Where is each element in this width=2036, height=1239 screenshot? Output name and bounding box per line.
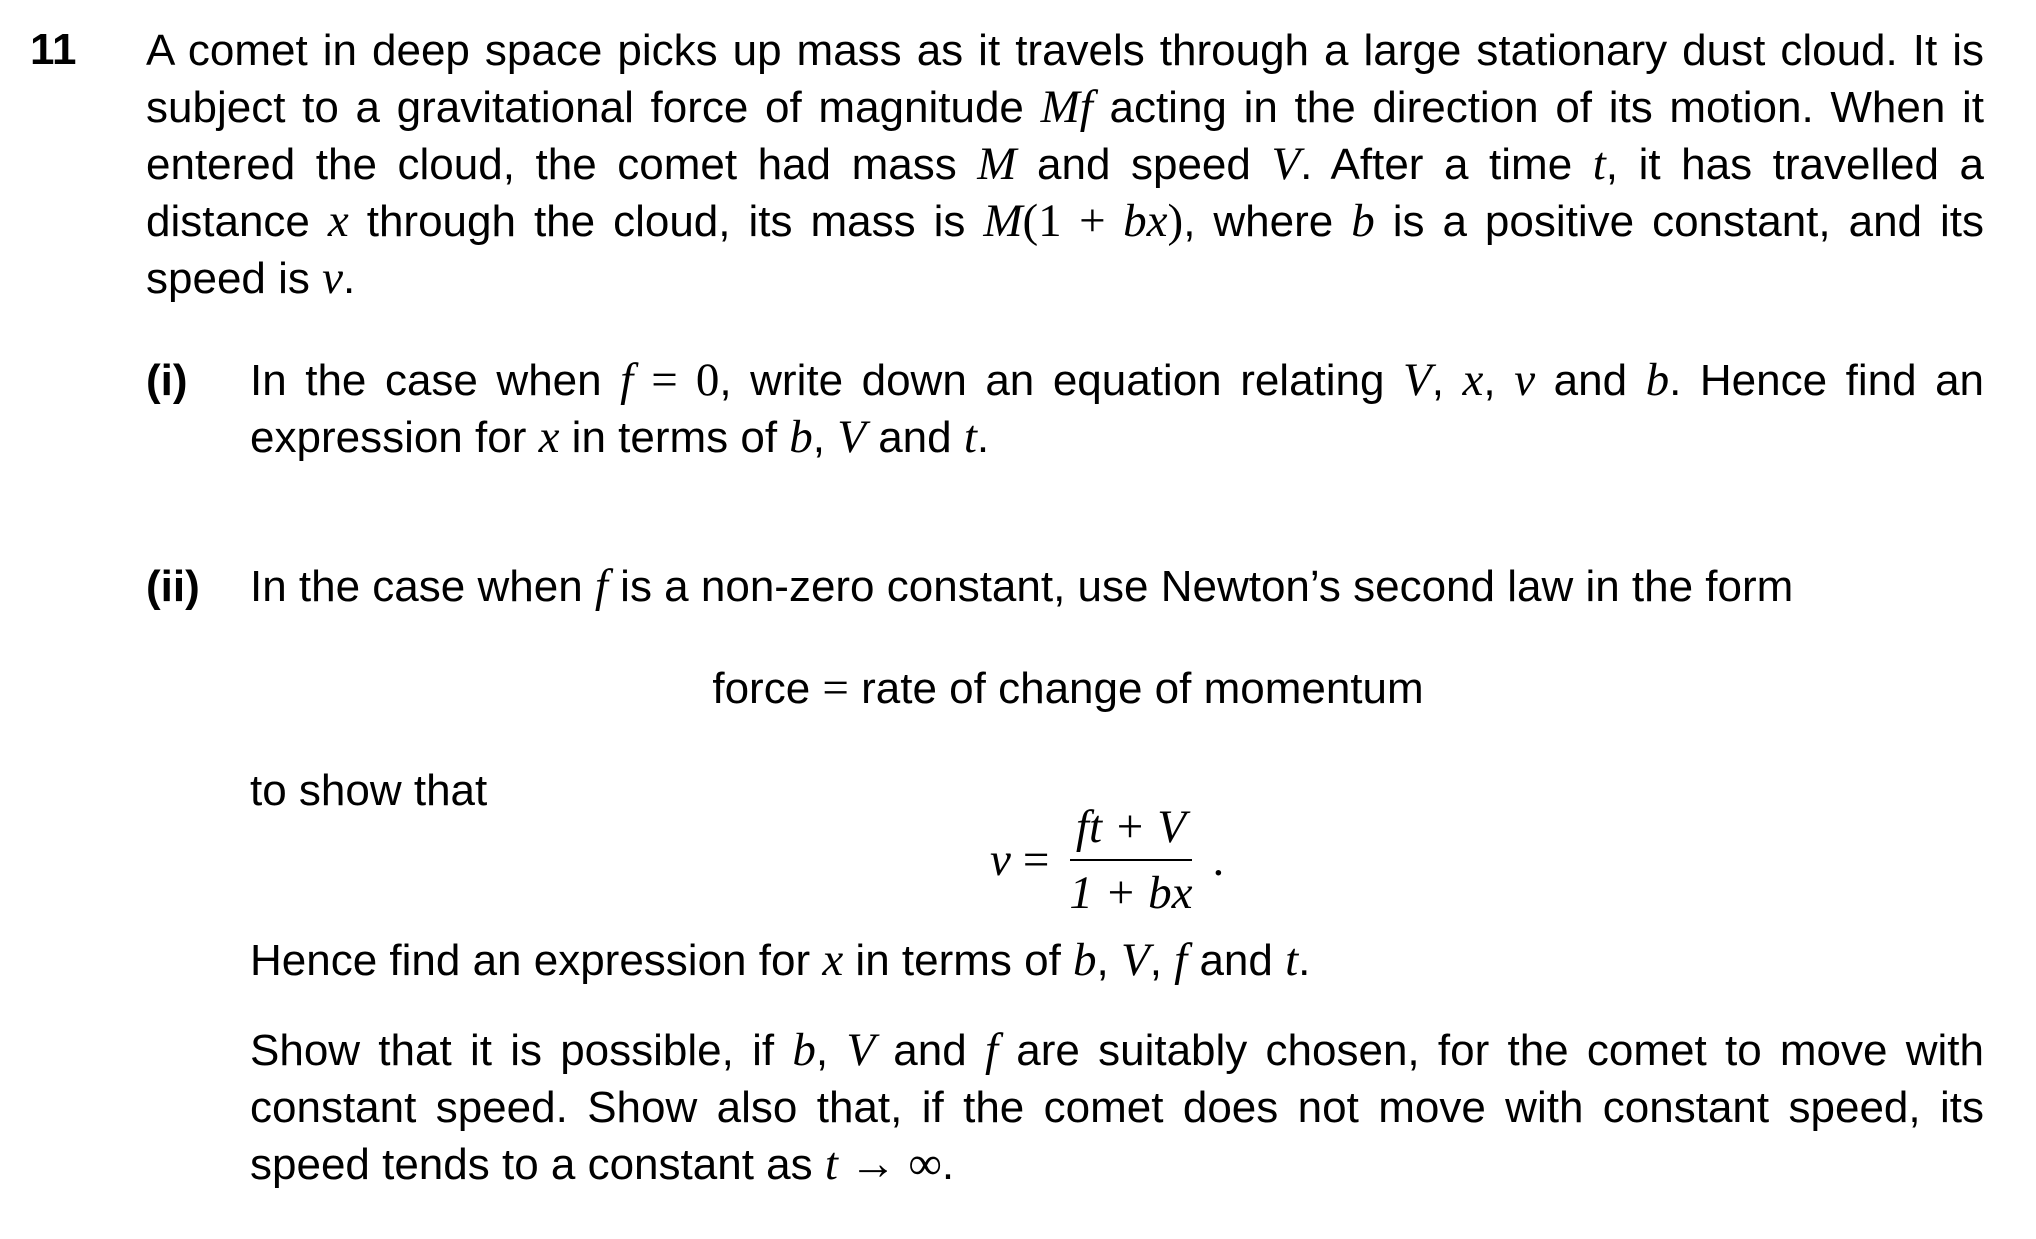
text: and speed <box>1016 140 1272 189</box>
equation-period: . <box>1212 834 1225 886</box>
text: Show that it is possible, if <box>250 1026 793 1075</box>
text: , <box>1483 356 1515 405</box>
math: t <box>963 411 977 463</box>
math: → ∞ <box>837 1138 942 1190</box>
text: in terms of <box>843 936 1074 985</box>
show-that-text: to show that <box>250 766 488 815</box>
text: in terms of <box>559 413 790 462</box>
text: and <box>1187 936 1286 985</box>
text: force <box>712 664 823 713</box>
text: through the cloud, its mass is <box>348 197 984 246</box>
text: are suitably chosen, for the comet to move with constant speed. Show also that, if the comet does not move with constant speed, its speed tends to a constant as <box>250 1026 1984 1189</box>
math: f <box>620 354 634 406</box>
text: . <box>976 413 990 462</box>
part-i-text <box>250 352 1984 466</box>
text: A comet in deep space picks up mass as it travels through a large stationary dust cloud. It is subject to a gravitational force of magnitude <box>146 26 1984 132</box>
math: f <box>594 560 608 612</box>
part-i-label: (i) <box>146 356 188 405</box>
text: . <box>1298 936 1311 985</box>
text: acting in the direction of its motion. When it entered the cloud, the comet had mass <box>146 83 1984 189</box>
text: is a positive constant, and its speed is <box>146 197 1985 303</box>
text: and <box>865 413 964 462</box>
text: is a non-zero constant, use Newton’s second law in the form <box>607 562 1794 611</box>
text: , it has travelled a distance <box>146 140 1985 246</box>
part-ii-label: (ii) <box>146 562 200 611</box>
math: v <box>322 252 343 304</box>
math: = <box>822 662 849 714</box>
text: and <box>875 1026 985 1075</box>
math: b <box>1645 354 1670 406</box>
text: In the case when <box>250 356 621 405</box>
math: M <box>977 138 1017 190</box>
text: rate of change of momentum <box>848 664 1424 713</box>
math: (1 + <box>1022 195 1124 247</box>
text: In the case when <box>250 562 595 611</box>
text: , <box>812 413 838 462</box>
text: . <box>342 254 356 303</box>
text: , <box>1096 936 1121 985</box>
math: t <box>824 1138 838 1190</box>
math: V <box>837 411 866 463</box>
question-number: 11 <box>30 25 77 74</box>
math: v <box>1514 354 1536 406</box>
math: V <box>1403 354 1432 406</box>
text: , <box>1149 936 1175 985</box>
fraction-denominator: 1 + bx <box>1069 867 1193 919</box>
math: b <box>1351 195 1375 247</box>
math: = 0 <box>633 354 720 406</box>
text: , <box>1431 356 1463 405</box>
text: Hence find an expression for <box>250 936 823 985</box>
math: f <box>1174 934 1188 986</box>
equation-equals: = <box>1022 834 1050 886</box>
math: x <box>538 411 560 463</box>
math: b <box>792 1024 816 1076</box>
text: , write down an equation relating <box>719 356 1404 405</box>
math: x <box>1462 354 1484 406</box>
text: and <box>1535 356 1646 405</box>
text: . After a time <box>1300 140 1593 189</box>
math: x <box>822 934 844 986</box>
math: Mf <box>1040 81 1093 133</box>
math: b <box>1073 934 1097 986</box>
text: , <box>815 1026 847 1075</box>
math: x <box>327 195 349 247</box>
text: . <box>941 1140 955 1189</box>
hence-text <box>250 932 1984 989</box>
math: t <box>1285 934 1299 986</box>
math: M <box>983 195 1023 247</box>
fraction-numerator: ft + V <box>1070 801 1192 861</box>
question-stem <box>146 22 1984 307</box>
equation-lhs: v <box>990 834 1011 886</box>
text: . Hence find an expression for <box>250 356 1985 462</box>
fraction <box>1063 801 1198 919</box>
math: b <box>789 411 813 463</box>
math: bx <box>1123 195 1168 247</box>
final-paragraph <box>250 1022 1984 1193</box>
math: f <box>984 1024 999 1076</box>
math: V <box>1271 138 1301 190</box>
text: , where <box>1183 197 1352 246</box>
math: V <box>1121 934 1150 986</box>
math: ) <box>1167 195 1184 247</box>
display-equation <box>990 800 1224 920</box>
math: t <box>1592 138 1606 190</box>
math: V <box>846 1024 876 1076</box>
display-newton-law <box>0 660 2036 717</box>
part-ii-intro <box>250 558 1984 615</box>
